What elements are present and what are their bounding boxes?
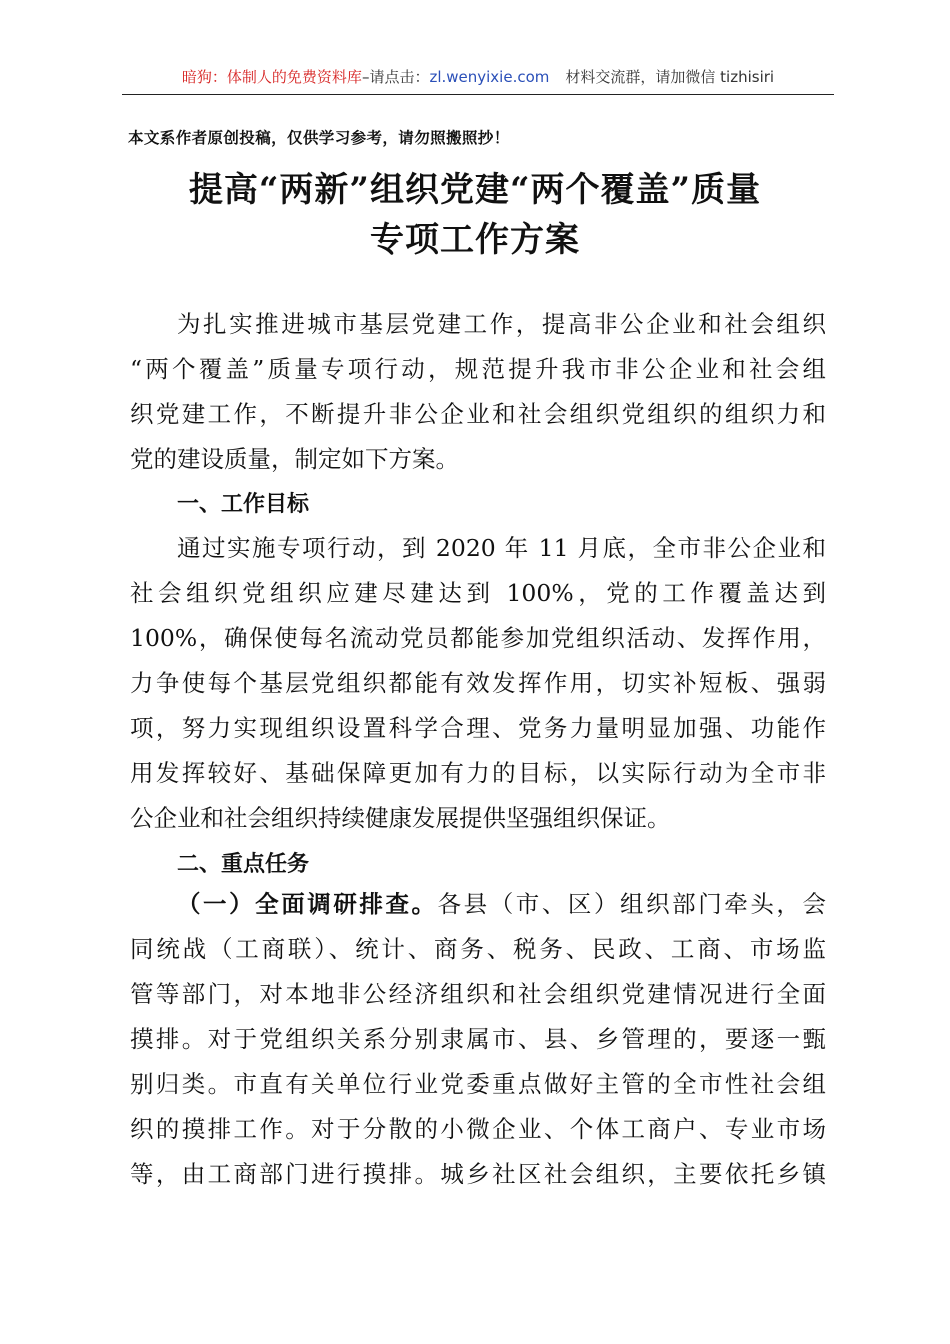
section-1-line: 100%，确保使每名流动党员都能参加党组织活动、发挥作用， [130,624,826,652]
section-2-item-1-paragraph [130,882,826,1197]
section-1-paragraph [130,526,826,841]
header-brand: 暗狗：体制人的免费资料库 [181,68,362,86]
section-1-line: 社会组织党组织应建尽建达到 100%，党的工作覆盖达到 [130,579,826,607]
header-group-note: 材料交流群，请加微信 tizhisiri [565,68,775,86]
section-1-line: 项，努力实现组织设置科学合理、党务力量明显加强、功能作 [130,714,826,742]
original-notice: 本文系作者原创投稿，仅供学习参考，请勿照搬照抄！ [128,128,510,147]
section-2-item-1-line: 管等部门，对本地非公经济组织和社会组织党建情况进行全面 [130,980,826,1008]
intro-paragraph [130,302,826,482]
intro-line: 党的建设质量，制定如下方案。 [130,445,459,473]
section-2-heading: 二、重点任务 [177,852,310,877]
section-1-line: 用发挥较好、基础保障更加有力的目标，以实际行动为全市非 [130,759,826,787]
section-1-line: 公企业和社会组织持续健康发展提供坚强组织保证。 [130,804,671,832]
section-2-item-1-line: 别归类。市直有关单位行业党委重点做好主管的全市性社会组 [130,1070,826,1098]
section-2-item-1-line: 同统战（工商联）、统计、商务、税务、民政、工商、市场监 [130,935,826,963]
intro-line: 织党建工作，不断提升非公企业和社会组织党组织的组织力和 [130,400,826,428]
document-title-line-2: 专项工作方案 [370,220,580,260]
header-click-prefix: –请点击： [361,68,430,86]
section-2-item-1-line: 织的摸排工作。对于分散的小微企业、个体工商户、专业市场 [130,1115,826,1143]
intro-line: “两个覆盖”质量专项行动，规范提升我市非公企业和社会组 [130,355,826,383]
header-url-link[interactable]: zl.wenyixie.com [429,68,550,86]
document-title-line-1: 提高“两新”组织党建“两个覆盖”质量 [188,170,762,210]
section-1-line: 通过实施专项行动，到 2020 年 11 月底，全市非公企业和 [177,534,826,562]
section-2-item-1-line: 等，由工商部门进行摸排。城乡社区社会组织，主要依托乡镇 [130,1160,826,1188]
item-1-label: （一）全面调研排查。 [177,890,438,918]
section-1-heading: 一、工作目标 [177,492,310,517]
intro-line: 为扎实推进城市基层党建工作，提高非公企业和社会组织 [177,310,826,338]
section-2-item-1-first-line [130,882,826,927]
page-header [122,66,834,95]
section-1-line: 力争使每个基层党组织都能有效发挥作用，切实补短板、强弱 [130,669,826,697]
section-2-item-1-line: 摸排。对于党组织关系分别隶属市、县、乡管理的，要逐一甄 [130,1025,826,1053]
item-1-first-line-text: 各县（市、区）组织部门牵头，会 [437,890,826,918]
